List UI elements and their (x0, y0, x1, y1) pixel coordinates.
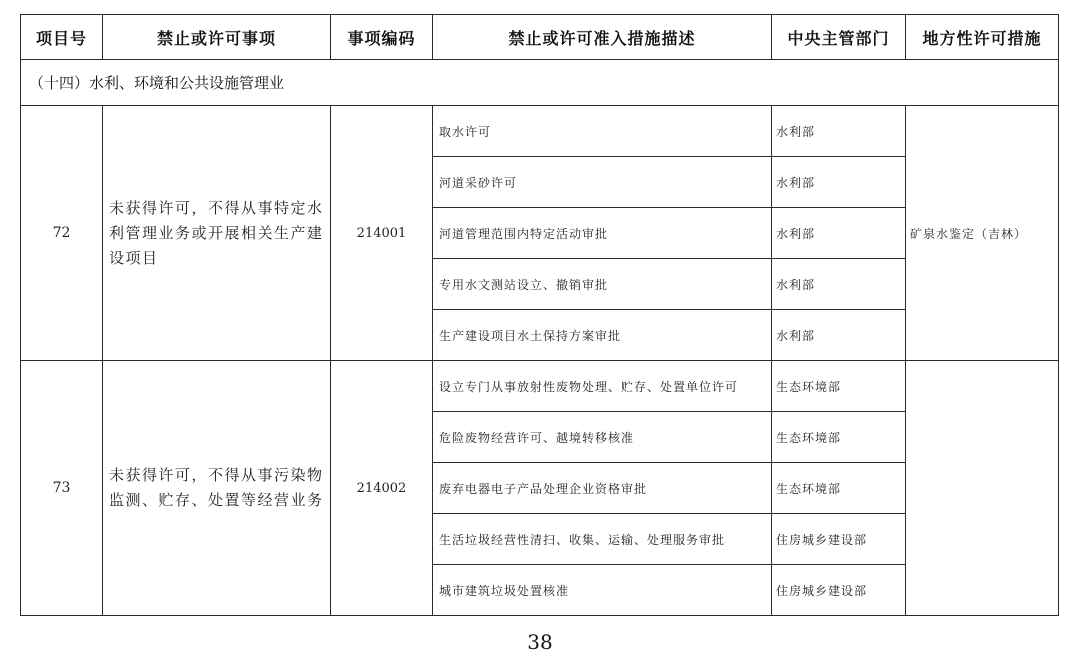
section-row (21, 60, 1059, 106)
local-measure: 矿泉水鉴定（吉林） (906, 106, 1059, 361)
header-item-name: 禁止或许可事项 (103, 15, 331, 60)
table-row (21, 106, 1059, 157)
measure-description: 设立专门从事放射性废物处理、贮存、处置单位许可 (433, 361, 772, 412)
central-department: 水利部 (772, 310, 906, 361)
item-name: 未获得许可，不得从事特定水利管理业务或开展相关生产建设项目 (103, 106, 331, 361)
item-code: 214002 (331, 361, 433, 616)
page-number: 38 (527, 630, 553, 654)
header-row (21, 15, 1059, 60)
header-measure-description: 禁止或许可准入措施描述 (433, 15, 772, 60)
table-row (21, 361, 1059, 412)
permit-table (20, 14, 1059, 616)
central-department: 生态环境部 (772, 412, 906, 463)
measure-description: 河道采砂许可 (433, 157, 772, 208)
measure-description: 取水许可 (433, 106, 772, 157)
central-department: 水利部 (772, 259, 906, 310)
item-number: 73 (21, 361, 103, 616)
header-item-code: 事项编码 (331, 15, 433, 60)
measure-description: 生活垃圾经营性清扫、收集、运输、处理服务审批 (433, 514, 772, 565)
central-department: 生态环境部 (772, 463, 906, 514)
header-local-measure: 地方性许可措施 (906, 15, 1059, 60)
header-item-number: 项目号 (21, 15, 103, 60)
measure-description: 危险废物经营许可、越境转移核准 (433, 412, 772, 463)
measure-description: 城市建筑垃圾处置核准 (433, 565, 772, 616)
measure-description: 河道管理范围内特定活动审批 (433, 208, 772, 259)
central-department: 水利部 (772, 106, 906, 157)
measure-description: 生产建设项目水土保持方案审批 (433, 310, 772, 361)
local-measure (906, 361, 1059, 616)
central-department: 生态环境部 (772, 361, 906, 412)
central-department: 住房城乡建设部 (772, 565, 906, 616)
item-name: 未获得许可，不得从事污染物监测、贮存、处置等经营业务 (103, 361, 331, 616)
central-department: 水利部 (772, 208, 906, 259)
measure-description: 专用水文测站设立、撤销审批 (433, 259, 772, 310)
central-department: 住房城乡建设部 (772, 514, 906, 565)
central-department: 水利部 (772, 157, 906, 208)
measure-description: 废弃电器电子产品处理企业资格审批 (433, 463, 772, 514)
item-code: 214001 (331, 106, 433, 361)
section-title: （十四）水利、环境和公共设施管理业 (21, 60, 1059, 106)
header-central-department: 中央主管部门 (772, 15, 906, 60)
item-number: 72 (21, 106, 103, 361)
